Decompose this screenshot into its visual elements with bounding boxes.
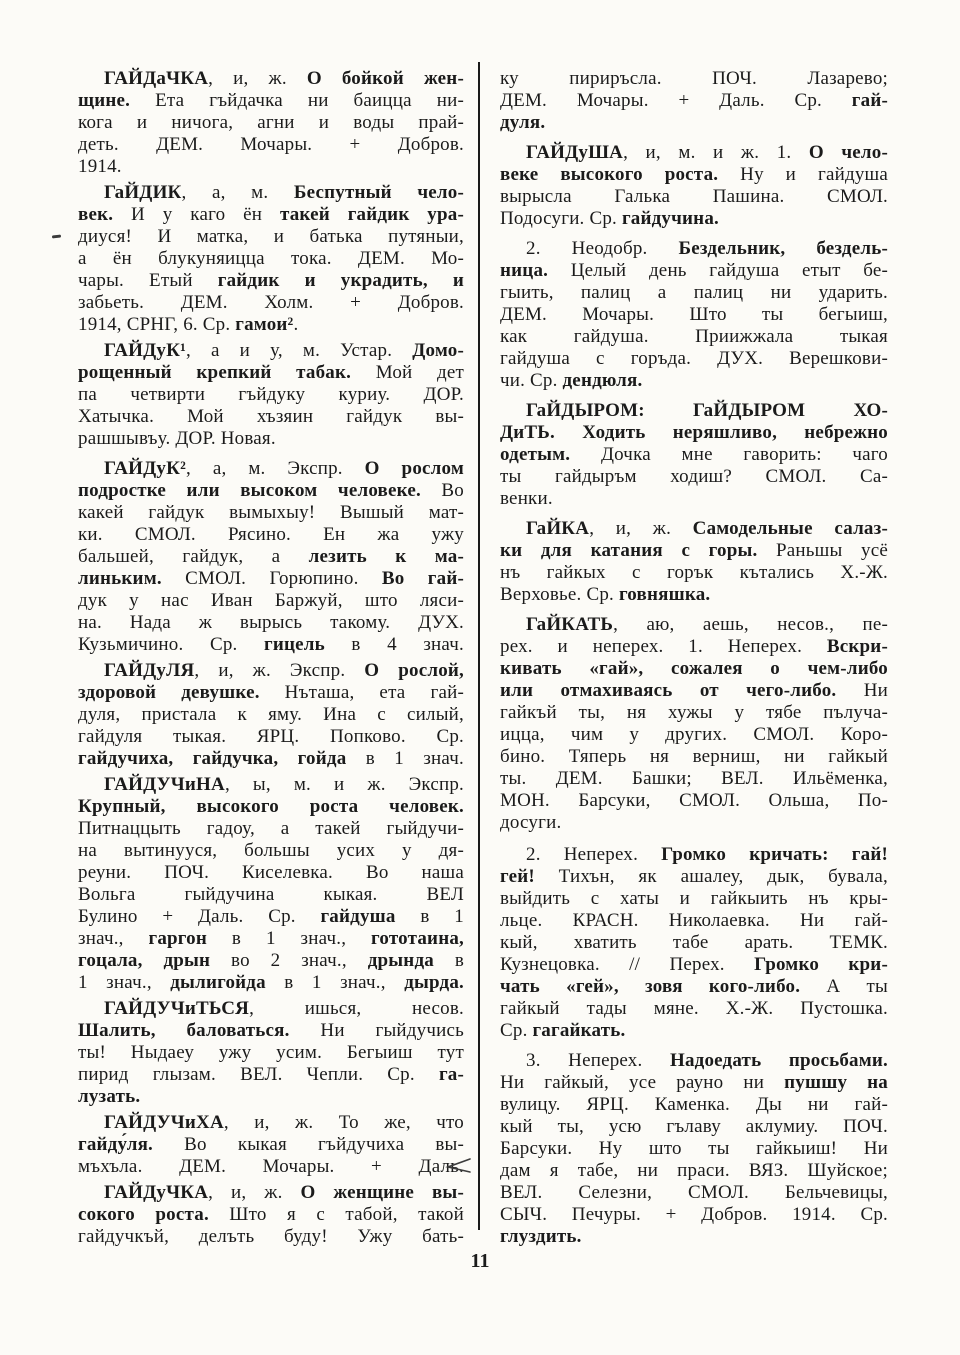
dictionary-text-line <box>78 524 464 546</box>
text-segment: сокого роста. <box>78 1204 209 1225</box>
text-segment: 2. Неперех. <box>526 844 662 865</box>
text-segment: пушшу на <box>784 1072 888 1093</box>
dictionary-text-line <box>78 634 464 656</box>
text-segment: или отмахиваясь от чего-либо. <box>500 680 837 701</box>
text-segment: гаргон <box>148 928 207 949</box>
dictionary-text-line <box>78 90 464 112</box>
dictionary-text-line <box>500 562 888 584</box>
dictionary-text-line <box>500 768 888 790</box>
dictionary-text-line <box>500 888 888 910</box>
dictionary-text-line <box>500 702 888 724</box>
text-segment: Во гай- <box>381 568 464 589</box>
dictionary-text-line <box>78 1156 464 1178</box>
text-segment: . <box>293 314 299 335</box>
text-segment: , и, м. и ж. 1. <box>623 142 809 163</box>
dictionary-text-line <box>500 164 888 186</box>
dictionary-text-line <box>78 612 464 634</box>
dictionary-text-line <box>78 972 464 994</box>
text-segment: гайдик и украдить, и <box>217 270 464 291</box>
dictionary-text-line <box>78 818 464 840</box>
text-segment: лузать. <box>78 1086 141 1107</box>
text-segment: Громко кричать: гай! <box>661 844 888 865</box>
text-segment: дырда. <box>404 972 465 993</box>
text-segment: Подосуги. Ср. <box>500 208 622 229</box>
dictionary-text-line <box>78 546 464 568</box>
text-segment: гайдучкъй, делъть буду! Ужу бать- <box>78 1226 464 1247</box>
dictionary-text-line <box>78 884 464 906</box>
text-segment: как гайдуша. Приижжала тыкая <box>500 326 888 347</box>
text-segment: деть. ДЕМ. Мочары. + Добров. <box>78 134 464 155</box>
text-segment: гайдуля тыкая. ЯРЦ. Попково. Ср. <box>78 726 464 747</box>
text-segment: одетым. <box>500 444 571 465</box>
text-segment: в 1 знач. <box>346 748 465 769</box>
text-segment: Во <box>420 480 464 501</box>
dictionary-text-line <box>78 502 464 524</box>
text-segment: вулицу. ЯРЦ. Каменка. Ды ни гай- <box>500 1094 888 1115</box>
text-segment: Во кыкая гъйдучиха вы- <box>153 1134 464 1155</box>
text-segment: ты. ДЕМ. Башки; ВЕЛ. Ильёменка, <box>500 768 888 789</box>
dictionary-text-line <box>78 1112 464 1134</box>
dictionary-text-line <box>78 1086 464 1108</box>
text-segment: в 4 знач. <box>324 634 465 655</box>
dictionary-text-line <box>500 790 888 812</box>
dictionary-text-line <box>78 998 464 1020</box>
dictionary-text-line <box>500 304 888 326</box>
text-segment: гоцала, дрын <box>78 950 211 971</box>
text-segment: ГАЙДуЛЯ <box>104 660 195 681</box>
text-segment: ки. СМОЛ. Рясино. Ен жа ужу <box>78 524 464 545</box>
text-segment: бальшей, гайдук, а <box>78 546 309 567</box>
text-segment: рощенный крепкий табак. <box>78 362 352 383</box>
text-segment: Шалить, баловаться. <box>78 1020 290 1041</box>
text-segment: реуни. ПОЧ. Киселевка. Во наша <box>78 862 464 883</box>
right-column <box>500 68 888 1248</box>
dictionary-text-line <box>78 182 464 204</box>
text-segment: век. <box>78 204 114 225</box>
text-segment: ГАЙДУЧиХА <box>104 1112 224 1133</box>
text-segment: здоровой девушке. <box>78 682 260 703</box>
text-segment: Раньшы усё <box>757 540 888 561</box>
text-segment: Нъташа, ета гай- <box>259 682 464 703</box>
text-segment: в 1 знач., <box>207 928 372 949</box>
text-segment: ицца, чим у других. СМОЛ. Коро- <box>500 724 888 745</box>
text-segment: гагайкать. <box>532 1020 626 1041</box>
text-segment: га- <box>438 1064 464 1085</box>
text-segment: во 2 знач., <box>210 950 368 971</box>
text-segment: ГАЙДаЧКА <box>104 68 209 89</box>
text-segment: гайкый тады мяне. Х.-Ж. Пустошка. <box>500 998 888 1019</box>
text-segment: ДЕМ. Мочары. Што ты бегыиш, <box>500 304 888 325</box>
dictionary-text-line <box>500 326 888 348</box>
dictionary-text-line <box>78 568 464 590</box>
dictionary-text-line <box>500 540 888 562</box>
dictionary-text-line <box>78 480 464 502</box>
dictionary-text-line <box>500 186 888 208</box>
text-segment: А ты <box>800 976 889 997</box>
dictionary-text-line <box>500 812 888 834</box>
text-segment: какей гайдук вымыхыу! Вышый мат- <box>78 502 464 523</box>
text-segment: дрында <box>367 950 434 971</box>
dictionary-text-line <box>500 400 888 422</box>
dictionary-text-line <box>500 142 888 164</box>
text-segment: Дочка мне гаворить: чаго <box>570 444 888 465</box>
dictionary-text-line <box>500 238 888 260</box>
column-divider <box>478 62 480 1230</box>
text-segment: , и, ж. <box>589 518 693 539</box>
margin-dash-mark <box>52 235 61 239</box>
text-segment: дендюля. <box>562 370 643 391</box>
dictionary-text-line <box>78 204 464 226</box>
text-segment: Вскри- <box>826 636 888 657</box>
dictionary-text-line <box>500 518 888 540</box>
dictionary-text-line <box>500 1160 888 1182</box>
text-segment: кый, хватить табе арать. ТЕМК. <box>500 932 888 953</box>
text-segment: Хатычка. Мой хъзяин гайдук вы- <box>78 406 464 427</box>
text-segment: пирид глызам. ВЕЛ. Чепли. Ср. <box>78 1064 439 1085</box>
text-segment: забьеть. ДЕМ. Холм. + Добров. <box>78 292 464 313</box>
dictionary-text-line <box>500 910 888 932</box>
text-segment: Целый день гайдуша етыт бе- <box>548 260 888 281</box>
text-segment: О женщине вы- <box>300 1182 464 1203</box>
dictionary-text-line <box>500 1182 888 1204</box>
text-segment: , аю, аешь, несов., пе- <box>613 614 888 635</box>
text-segment: Ни гыйдучись <box>289 1020 464 1041</box>
dictionary-text-line <box>500 1116 888 1138</box>
dictionary-text-line <box>500 112 888 134</box>
dictionary-text-line <box>78 748 464 770</box>
text-segment: ГаЙКА <box>526 518 590 539</box>
text-segment: кый ты, усю гълаву аклумиу. ПОЧ. <box>500 1116 888 1137</box>
text-segment: рех. и неперех. 1. Неперех. <box>500 636 827 657</box>
dictionary-text-line <box>78 134 464 156</box>
text-segment: , а и у, м. Устар. <box>185 340 413 361</box>
dictionary-text-line <box>78 156 464 178</box>
dictionary-text-line <box>500 68 888 90</box>
text-segment: , и, ж. Экспр. <box>194 660 365 681</box>
text-segment: Тихън, як ашалеу, дык, бувала, <box>534 866 888 887</box>
text-segment: , а, м. <box>181 182 294 203</box>
dictionary-text-line <box>500 1138 888 1160</box>
dictionary-text-line <box>78 906 464 928</box>
dictionary-text-line <box>78 226 464 248</box>
text-segment: ки для катания с горы. <box>500 540 758 561</box>
text-segment: говняшка. <box>618 584 711 605</box>
text-segment: глуздить. <box>500 1226 582 1247</box>
dictionary-text-line <box>78 428 464 450</box>
dictionary-text-line <box>500 844 888 866</box>
dictionary-text-line <box>500 584 888 606</box>
text-segment: , и, ж. <box>208 1182 301 1203</box>
text-segment: гайду́ля. <box>78 1134 154 1155</box>
text-segment: Кузьмичино. Ср. <box>78 634 265 655</box>
text-segment: такей гайдик ура- <box>279 204 464 225</box>
text-segment: кога и ничога, агни и воды прай- <box>78 112 464 133</box>
dictionary-text-line <box>500 658 888 680</box>
dictionary-text-line <box>78 682 464 704</box>
text-segment: МОН. Барсуки, СМОЛ. Ольша, По- <box>500 790 888 811</box>
dictionary-text-line <box>78 704 464 726</box>
text-segment: кивать «гай», сожалея о чем-либо <box>500 658 888 679</box>
dictionary-text-line <box>500 90 888 112</box>
text-segment: Булино + Даль. Ср. <box>78 906 321 927</box>
text-segment: гыить, палиц а палиц ни ударить. <box>500 282 888 303</box>
dictionary-text-line <box>500 488 888 510</box>
text-segment: Домо- <box>412 340 464 361</box>
dictionary-text-line <box>500 260 888 282</box>
text-segment: СЫЧ. Печуры. + Добров. 1914. Ср. <box>500 1204 888 1225</box>
dictionary-text-line <box>78 314 464 336</box>
text-segment: ты! Ныдаеу ужу усим. Бегыиш тут <box>78 1042 464 1063</box>
text-segment: нъ гайкых с горък кътались Х.-Ж. <box>500 562 888 583</box>
text-segment: подростке или высоком человеке. <box>78 480 421 501</box>
page-number: 11 <box>470 1250 490 1272</box>
text-segment: рашшывъу. ДОР. Новая. <box>78 428 276 449</box>
text-segment: на вытинууся, большы усих у дя- <box>78 840 464 861</box>
dictionary-text-line <box>500 444 888 466</box>
text-segment: Ср. <box>500 1020 533 1041</box>
text-segment: гамои² <box>235 314 294 335</box>
text-segment: ГАЙДуЧКА <box>104 1182 209 1203</box>
text-segment: Крупный, высокого роста человек. <box>78 796 464 817</box>
text-segment: в 1 знач., <box>265 972 405 993</box>
text-segment: О бойкой жен- <box>306 68 464 89</box>
text-segment: венки. <box>500 488 553 509</box>
text-segment: ГаЙКАТЬ <box>526 614 614 635</box>
text-segment: ДиТЬ. Ходить неряшливо, небрежно <box>500 422 888 443</box>
dictionary-text-line <box>78 340 464 362</box>
text-segment: 1914, СРНГ, 6. Ср. <box>78 314 236 335</box>
text-segment: Беспутный чело- <box>293 182 464 203</box>
text-segment: гайдуша <box>320 906 396 927</box>
dictionary-text-line <box>78 774 464 796</box>
text-segment: гей! <box>500 866 535 887</box>
text-segment: гототаина, <box>371 928 464 949</box>
text-segment: гайдуша с горъда. ДУХ. Верешкови- <box>500 348 888 369</box>
text-segment: СМОЛ. Горюпино. <box>161 568 382 589</box>
text-segment: льце. КРАСН. Николаевка. Ни гай- <box>500 910 888 931</box>
text-segment: Вольга гыйдучина кыкая. ВЕЛ <box>78 884 464 905</box>
dictionary-text-line <box>78 862 464 884</box>
left-column <box>78 68 464 1248</box>
dictionary-text-line <box>500 348 888 370</box>
text-segment: Барсуки. Ну што ты гайкыиш! Ни <box>500 1138 888 1159</box>
text-segment: веке высокого роста. <box>500 164 719 185</box>
text-segment: гицель <box>264 634 325 655</box>
dictionary-text-line <box>78 406 464 428</box>
text-segment: 1 знач., <box>78 972 171 993</box>
dictionary-text-line <box>500 932 888 954</box>
dictionary-text-line <box>500 724 888 746</box>
dictionary-text-line <box>78 590 464 612</box>
text-segment: диуся! И матка, и батька путяныи, <box>78 226 464 247</box>
text-segment: ГАЙДуША <box>526 142 624 163</box>
text-segment: досуги. <box>500 812 562 833</box>
dictionary-text-line <box>78 1042 464 1064</box>
dictionary-text-line <box>500 614 888 636</box>
text-segment: па четвирти гъйдуку куриу. ДОР. <box>78 384 464 405</box>
text-segment: Мой дет <box>351 362 464 383</box>
text-segment: ДЕМ. Мочары. + Даль. Ср. <box>500 90 852 111</box>
text-segment: мъхъла. ДЕМ. Мочары. + Даль. <box>78 1156 464 1177</box>
text-segment: , и, ж. <box>208 68 307 89</box>
text-segment: Ета гъйдачка ни баицца ни- <box>130 90 464 111</box>
dictionary-text-line <box>500 1094 888 1116</box>
text-segment: 1914. <box>78 156 122 177</box>
dictionary-text-line <box>78 1064 464 1086</box>
text-segment: Кузнецовка. // Перех. <box>500 954 755 975</box>
text-segment: бино. Тяперь ня верниш, ни гайкый <box>500 746 888 767</box>
text-segment: , и, ж. То же, что <box>223 1112 464 1133</box>
text-segment: ница. <box>500 260 549 281</box>
dictionary-text-line <box>78 458 464 480</box>
dictionary-text-line <box>78 660 464 682</box>
text-segment: дылигойда <box>170 972 266 993</box>
text-segment: 3. Неперех. <box>526 1050 670 1071</box>
text-segment: ты гайдыръм ходиш? СМОЛ. Са- <box>500 466 888 487</box>
dictionary-text-line <box>78 1020 464 1042</box>
text-segment: линьким. <box>78 568 162 589</box>
dictionary-text-line <box>78 248 464 270</box>
dictionary-text-line <box>500 1050 888 1072</box>
text-segment: выйдить с хаты и гайкыить нъ кры- <box>500 888 888 909</box>
dictionary-text-line <box>500 976 888 998</box>
text-segment: ГаЙДИК <box>104 182 182 203</box>
dictionary-text-line <box>78 292 464 314</box>
text-segment: Ни <box>836 680 888 701</box>
text-segment: гайдучиха, гайдучка, гойда <box>78 748 347 769</box>
text-segment: лезить к ма- <box>308 546 464 567</box>
dictionary-text-line <box>500 466 888 488</box>
text-segment: , ы, м. и ж. Экспр. <box>224 774 464 795</box>
text-segment: , ишься, несов. <box>249 998 464 1019</box>
text-segment: О рослой, <box>364 660 464 681</box>
text-segment: в 1 <box>395 906 464 927</box>
text-segment: ГАЙДУЧиНА <box>104 774 225 795</box>
text-segment: Што я с табой, такой <box>208 1204 464 1225</box>
text-segment: Самодельные салаз- <box>692 518 888 539</box>
dictionary-text-line <box>78 950 464 972</box>
dictionary-text-line <box>78 384 464 406</box>
text-segment: ГАЙДуК¹ <box>104 340 186 361</box>
text-segment: вырысла Галька Пашина. СМОЛ. <box>500 186 888 207</box>
text-segment: О рослом <box>364 458 464 479</box>
text-segment: 2. Неодобр. <box>526 238 679 259</box>
text-segment: щине. <box>78 90 131 111</box>
text-segment: Верховье. Ср. <box>500 584 619 605</box>
text-segment: чары. Етый <box>78 270 218 291</box>
dictionary-text-line <box>500 866 888 888</box>
dictionary-text-line <box>78 840 464 862</box>
text-segment: Питнаццыть гадоу, а такей гыйдучи- <box>78 818 464 839</box>
text-segment: а ён блукуняицца тока. ДЕМ. Мо- <box>78 248 464 269</box>
text-segment: чать «гей», зовя кого-либо. <box>500 976 801 997</box>
text-segment: ГАЙДуК² <box>104 458 186 479</box>
text-segment: на. Нада ж вырысь такому. ДУХ. <box>78 612 464 633</box>
text-segment: дук у нас Иван Баржуй, што ляси- <box>78 590 464 611</box>
dictionary-text-line <box>500 208 888 230</box>
dictionary-text-line <box>78 726 464 748</box>
dictionary-text-line <box>500 680 888 702</box>
dictionary-text-line <box>500 998 888 1020</box>
text-segment: ГАЙДУЧиТЬСЯ <box>104 998 250 1019</box>
dictionary-text-line <box>78 1204 464 1226</box>
text-segment: ВЕЛ. Селезни, СМОЛ. Бельчевицы, <box>500 1182 888 1203</box>
text-segment: О чело- <box>808 142 888 163</box>
dictionary-text-line <box>500 1072 888 1094</box>
pencil-check-icon <box>443 1155 473 1179</box>
dictionary-text-line <box>500 1204 888 1226</box>
text-segment: гайкъй ты, ня хужы у тябе пълуча- <box>500 702 888 723</box>
dictionary-text-line <box>500 746 888 768</box>
text-segment: Бездельник, бездель- <box>678 238 889 259</box>
text-segment: Ну и гайдуша <box>718 164 888 185</box>
text-segment: И у каго ён <box>113 204 280 225</box>
text-segment: Ни гайкый, усе рауно ни <box>500 1072 785 1093</box>
dictionary-text-line <box>78 1182 464 1204</box>
text-segment: , а, м. Экспр. <box>185 458 365 479</box>
text-segment: дам я табе, ни праси. ВЯЗ. Шуйское; <box>500 1160 888 1181</box>
text-segment: Громко кри- <box>754 954 888 975</box>
dictionary-text-line <box>78 270 464 292</box>
dictionary-text-line <box>500 954 888 976</box>
dictionary-text-line <box>500 1226 888 1248</box>
dictionary-text-line <box>78 928 464 950</box>
dictionary-text-line <box>500 370 888 392</box>
text-segment: Надоедать просьбами. <box>669 1050 888 1071</box>
dictionary-text-line <box>500 636 888 658</box>
dictionary-text-line <box>78 112 464 134</box>
text-segment: в <box>433 950 464 971</box>
dictionary-text-line <box>78 362 464 384</box>
dictionary-text-line <box>78 796 464 818</box>
text-segment: гайдучина. <box>621 208 719 229</box>
text-segment: ГаЙДЫРОМ: ГаЙДЫРОМ ХО- <box>526 400 888 421</box>
text-segment: дуля. <box>500 112 546 133</box>
text-segment: чи. Ср. <box>500 370 563 391</box>
dictionary-text-line <box>500 282 888 304</box>
text-segment: ку пириръсла. ПОЧ. Лазарево; <box>500 68 888 89</box>
text-segment: знач., <box>78 928 149 949</box>
text-segment: гай- <box>851 90 888 111</box>
dictionary-text-line <box>78 68 464 90</box>
dictionary-text-line <box>78 1134 464 1156</box>
dictionary-text-line <box>500 1020 888 1042</box>
text-segment: дуля, пристала к яму. Ина с силый, <box>78 704 464 725</box>
dictionary-text-line <box>78 1226 464 1248</box>
dictionary-text-line <box>500 422 888 444</box>
